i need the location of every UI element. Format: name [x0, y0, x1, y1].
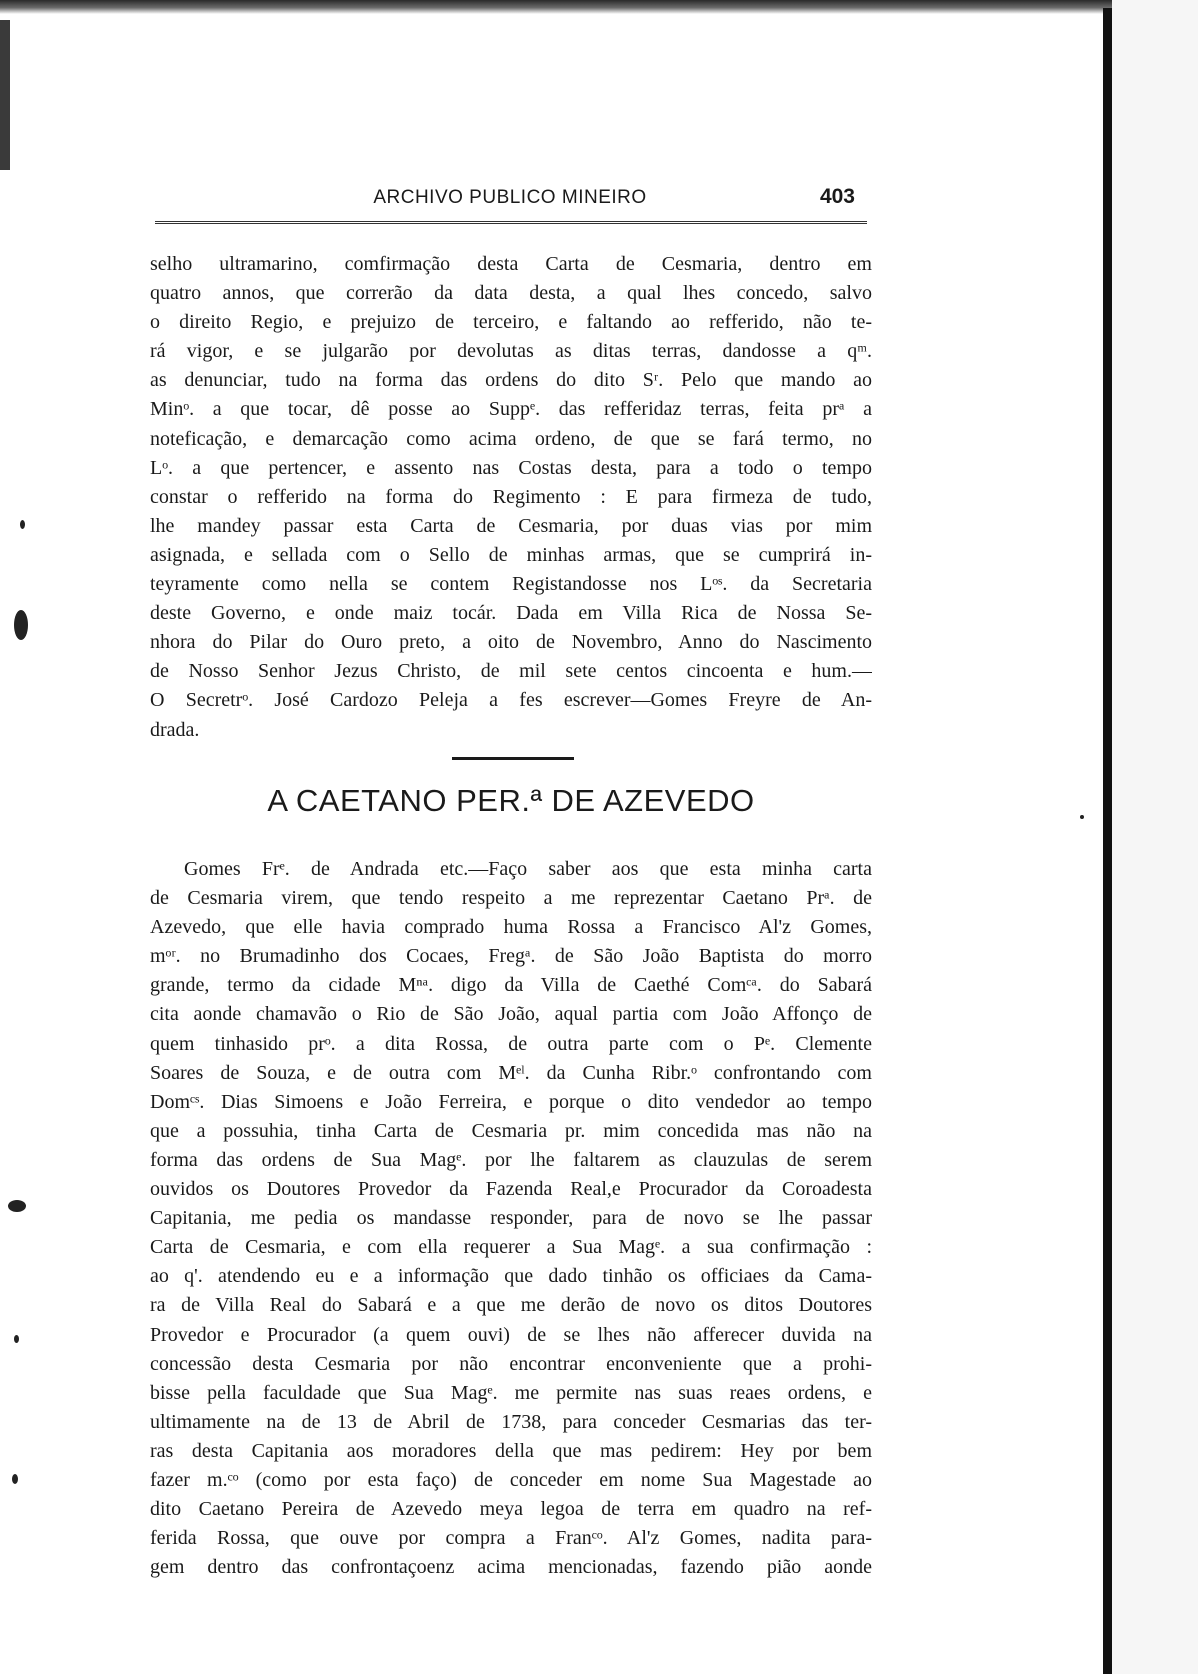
text-line: Domᶜˢ. Dias Simoens e João Ferreira, e porque o dito vendedor ao tempo [150, 1090, 872, 1113]
text-line: Capitania, me pedia os mandasse responder, para de novo se lhe passar [150, 1207, 872, 1230]
scan-speck [12, 1474, 18, 1484]
text-line: forma das ordens de Sua Magᵉ. por lhe faltarem as clauzulas de serem [150, 1148, 872, 1171]
scan-left-edge [0, 20, 10, 170]
scan-background-strip [1112, 0, 1198, 1674]
text-line: grande, termo da cidade Mⁿᵃ. digo da Villa de Caethé Comᶜᵃ. do Sabará [150, 974, 872, 997]
text-line: ferida Rossa, que ouve por compra a Franᶜᵒ. Al'z Gomes, nadita para- [150, 1527, 872, 1550]
scan-speck [20, 520, 25, 529]
text-line: concessão desta Cesmaria por não encontrar enconveniente que a prohi- [150, 1352, 872, 1375]
text-line: teyramente como nella se contem Registandosse nos Lᵒˢ. da Secretaria [150, 573, 872, 596]
section-heading: A CAETANO PER.ª DE AZEVEDO [267, 783, 755, 818]
text-line: Azevedo, que elle havia comprado huma Rossa a Francisco Al'z Gomes, [150, 916, 872, 939]
text-line: quatro annos, que correrão da data desta, a qual lhes concedo, salvo [150, 282, 872, 305]
continuation-paragraph [150, 250, 872, 745]
text-line: mᵒʳ. no Brumadinho dos Cocaes, Fregᵃ. de São João Baptista do morro [150, 945, 872, 968]
scan-speck [14, 1335, 19, 1343]
text-line: gem dentro das confrontaçoenz acima mencionadas, fazendo pião aonde [150, 1556, 872, 1579]
text-line: rá vigor, e se julgarão por devolutas as ditas terras, dandosse a qᵐ. [150, 340, 872, 363]
scan-speck [14, 610, 28, 640]
body-paragraph [150, 855, 872, 1582]
text-line: as denunciar, tudo na forma das ordens do dito Sʳ. Pelo que mando ao [150, 369, 872, 392]
page-number: 403 [819, 185, 855, 208]
text-line: deste Governo, e onde maiz tocár. Dada em Villa Rica de Nossa Se- [150, 602, 872, 625]
text-line: ao q'. atendendo eu e a informação que dado tinhão os officiaes da Cama- [150, 1265, 872, 1288]
running-title: ARCHIVO PUBLICO MINEIRO [373, 187, 647, 208]
text-line: Carta de Cesmaria, e com ella requerer a Sua Magᵉ. a sua confirmação : [150, 1236, 872, 1259]
text-line: ra de Villa Real do Sabará e a que me derão de novo os ditos Doutores [150, 1294, 872, 1317]
text-line: ras desta Capitania aos moradores della que mas pedirem: Hey por bem [150, 1439, 872, 1462]
header-rule [155, 221, 867, 224]
text-line: bisse pella faculdade que Sua Magᵉ. me permite nas suas reaes ordens, e [150, 1381, 872, 1404]
scan-speck [1080, 815, 1084, 819]
running-header [155, 185, 865, 219]
text-line: nhora do Pilar do Ouro preto, a oito de Novembro, Anno do Nascimento [150, 631, 872, 654]
text-line: ultimamente na de 13 de Abril de 1738, para conceder Cesmarias das ter- [150, 1410, 872, 1433]
text-line: O Secretrᵒ. José Cardozo Peleja a fes escrever—Gomes Freyre de An- [150, 689, 872, 712]
text-line: drada. [150, 718, 200, 741]
text-line: asignada, e sellada com o Sello de minhas armas, que se cumprirá in- [150, 543, 872, 566]
text-line: o direito Regio, e prejuizo de terceiro, e faltando ao refferido, não te- [150, 311, 872, 334]
text-line: Lᵒ. a que pertencer, e assento nas Costas desta, para a todo o tempo [150, 456, 872, 479]
text-line: constar o refferido na forma do Regimento : E para firmeza de tudo, [150, 485, 872, 508]
text-line: de Cesmaria virem, que tendo respeito a me reprezentar Caetano Prᵃ. de [150, 887, 872, 910]
text-line: Minᵒ. a que tocar, dê posse ao Suppᵉ. das refferidaz terras, feita prᵃ a [150, 398, 872, 421]
text-line: lhe mandey passar esta Carta de Cesmaria, por duas vias por mim [150, 514, 872, 537]
text-line: que a possuhia, tinha Carta de Cesmaria pr. mim concedida mas não na [150, 1119, 872, 1142]
text-line: cita aonde chamavão o Rio de São João, aqual partia com João Affonço de [150, 1003, 872, 1026]
scan-top-edge [0, 0, 1198, 14]
text-line: quem tinhasido prᵒ. a dita Rossa, de outra parte com o Pᵉ. Clemente [150, 1032, 872, 1055]
section-divider [452, 757, 574, 760]
text-line: noteficação, e demarcação como acima ordeno, de que se fará termo, no [150, 427, 872, 450]
text-line: fazer m.ᶜᵒ (como por esta faço) de conceder em nome Sua Magestade ao [150, 1468, 872, 1491]
text-line: Gomes Frᵉ. de Andrada etc.—Faço saber aos que esta minha carta [184, 858, 872, 880]
scan-speck [8, 1200, 26, 1212]
text-line: ouvidos os Doutores Provedor da Fazenda Real,e Procurador da Coroadesta [150, 1178, 872, 1201]
page-gutter-shadow [1103, 8, 1112, 1674]
text-line: de Nosso Senhor Jezus Christo, de mil sete centos cincoenta e hum.— [150, 660, 872, 683]
text-line: dito Caetano Pereira de Azevedo meya legoa de terra em quadro na ref- [150, 1498, 872, 1521]
text-line: selho ultramarino, comfirmação desta Carta de Cesmaria, dentro em [150, 253, 872, 275]
text-line: Soares de Souza, e de outra com Mᵉˡ. da Cunha Ribr.ᵒ confrontando com [150, 1061, 872, 1084]
text-line: Provedor e Procurador (a quem ouvi) de se lhes não afferecer duvida na [150, 1323, 872, 1346]
